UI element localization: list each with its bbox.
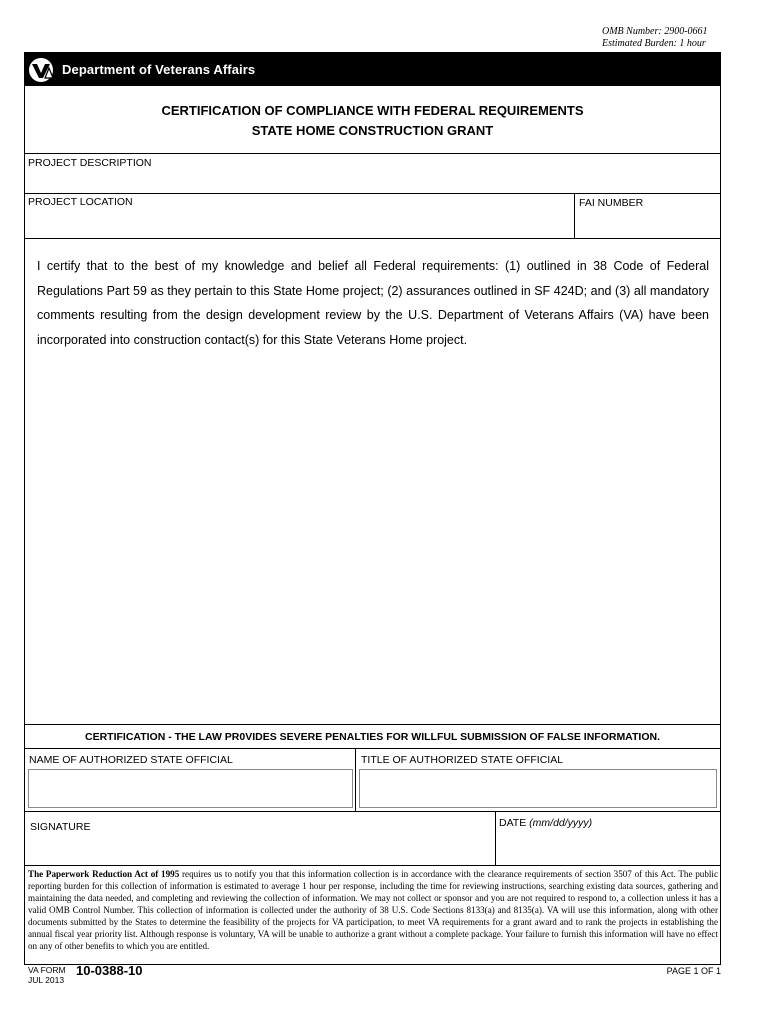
page-number: PAGE 1 OF 1 bbox=[666, 966, 721, 976]
form-label-text: VA FORM bbox=[28, 965, 66, 975]
signature-label: SIGNATURE bbox=[30, 821, 91, 833]
form-label bbox=[28, 965, 66, 985]
certification-statement: I certify that to the best of my knowledge and belief all Federal requirements: (1) outlined in 38 Code of Federal Regulations Part 59 as they pertain to this State Home project; (2) assurances outlined in SF 424D; and (3) all mandatory comments resulting from the design development review by the U.S. Department of Veterans Affairs (VA) have been incorporated into construction contact(s) for this State Veterans Home project. bbox=[37, 259, 709, 347]
agency-name: Department of Veterans Affairs bbox=[62, 62, 256, 77]
project-description-field[interactable] bbox=[25, 153, 720, 194]
project-location-label: PROJECT LOCATION bbox=[28, 196, 133, 208]
official-title-cell bbox=[355, 749, 721, 811]
certification-warning: CERTIFICATION - THE LAW PR0VIDES SEVERE PENALTIES FOR WILLFUL SUBMISSION OF FALSE INFORMATION. bbox=[25, 724, 720, 749]
form-frame bbox=[24, 52, 721, 965]
date-field[interactable] bbox=[495, 811, 721, 865]
form-title-line1: CERTIFICATION OF COMPLIANCE WITH FEDERAL REQUIREMENTS bbox=[161, 103, 584, 118]
official-name-label: NAME OF AUTHORIZED STATE OFFICIAL bbox=[29, 754, 233, 766]
project-location-field[interactable] bbox=[25, 193, 574, 238]
date-label-text: DATE bbox=[499, 817, 527, 829]
form-date: JUL 2013 bbox=[28, 975, 65, 985]
fai-number-field[interactable] bbox=[574, 193, 721, 238]
official-name-input[interactable] bbox=[28, 769, 353, 808]
va-seal-icon bbox=[28, 57, 56, 83]
agency-banner bbox=[25, 53, 720, 86]
official-title-label: TITLE OF AUTHORIZED STATE OFFICIAL bbox=[361, 754, 564, 766]
official-name-cell bbox=[25, 749, 355, 811]
signature-field[interactable] bbox=[25, 811, 495, 865]
form-title bbox=[25, 86, 720, 154]
form-title-line2: STATE HOME CONSTRUCTION GRANT bbox=[251, 123, 494, 138]
project-location-row bbox=[25, 193, 720, 239]
project-description-label: PROJECT DESCRIPTION bbox=[28, 157, 152, 169]
fai-number-label: FAI NUMBER bbox=[579, 197, 644, 209]
official-title-input[interactable] bbox=[359, 769, 717, 808]
official-row bbox=[25, 749, 720, 812]
paperwork-body: requires us to notify you that this information collection is in accordance with the clearance requirements of section 3507 of this Act. The public reporting burden for this collection of information is estimated to average 1 hour per response, including the time for reviewing instructions, searching existing data sources, gathering and maintaining the data needed, and completing and reviewing the collection of information. We may not collect or sponsor and you are not required to respond to, a collection unless it has a valid OMB Control Number. This collection of information is collected under the authority of 38 U.S. Code Sections 8133(a) and 8135(a). VA will use this information, along with other documents submitted by the States to determine the feasibility of the projects for VA participation, to meet VA requirements for a grant award and to rank the projects in establishing the annual fiscal year priority list. Although response is voluntary, VA will be unable to authorize a grant without a complete package. Your failure to furnish this information will have no effect on any of other benefits to which you are entitled. bbox=[28, 869, 718, 951]
date-format: (mm/dd/yyyy) bbox=[529, 817, 593, 829]
paperwork-reduction-notice bbox=[28, 868, 718, 952]
date-label bbox=[499, 817, 592, 829]
form-number: 10-0388-10 bbox=[76, 963, 143, 978]
omb-number: OMB Number: 2900-0661 bbox=[602, 26, 708, 37]
omb-info bbox=[602, 26, 762, 50]
signature-row bbox=[25, 811, 720, 866]
paperwork-heading: The Paperwork Reduction Act of 1995 bbox=[28, 869, 180, 879]
estimated-burden: Estimated Burden: 1 hour bbox=[602, 38, 706, 49]
